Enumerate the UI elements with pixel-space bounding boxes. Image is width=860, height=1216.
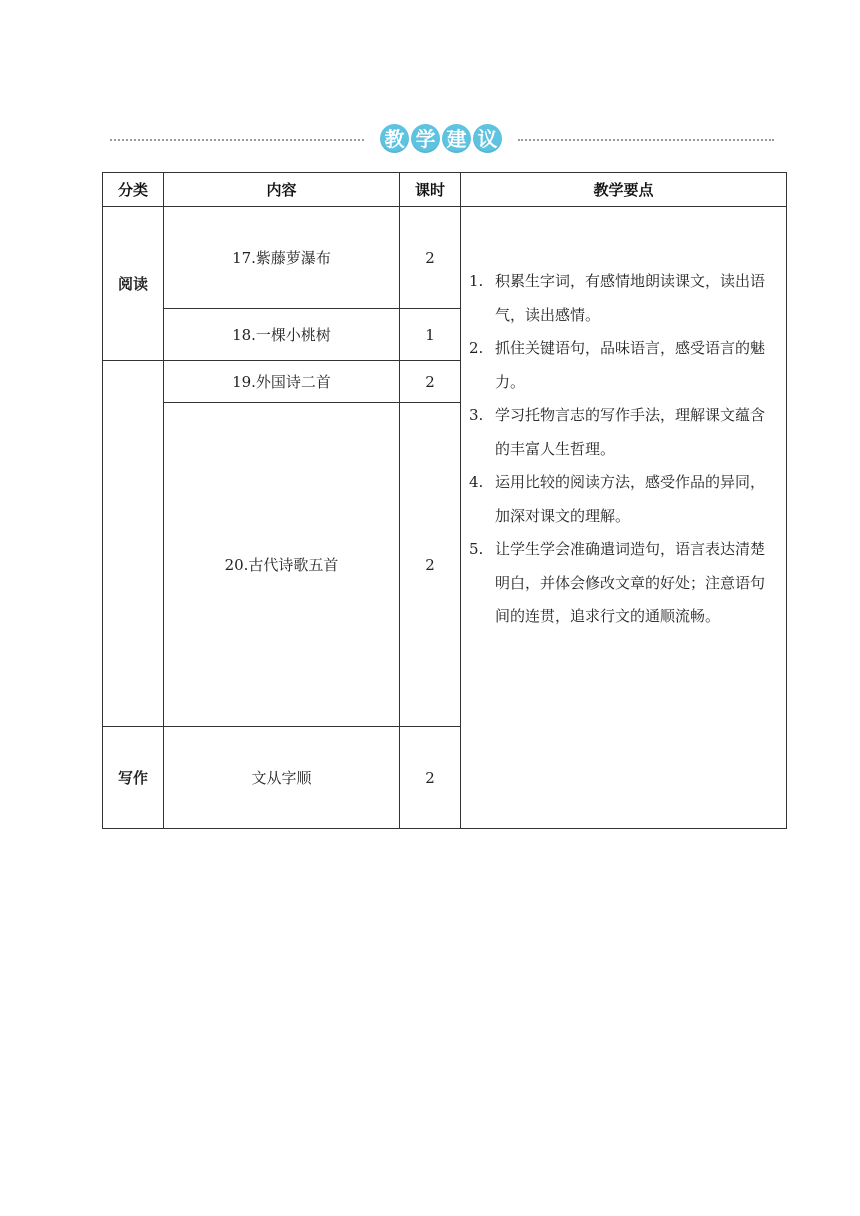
category-reading-continued [103,361,164,727]
lesson-hours: 2 [400,403,461,727]
title-char: 议 [473,124,502,153]
header-category: 分类 [103,173,164,207]
category-writing: 写作 [103,727,164,829]
key-points-cell [461,207,787,829]
lesson-hours: 2 [400,727,461,829]
key-point-item: 1. 积累生字词，有感情地朗读课文，读出语气，读出感情。 [469,272,766,324]
teaching-plan-table [102,172,787,829]
lesson-content: 17.紫藤萝瀑布 [164,207,400,309]
lesson-content: 19.外国诗二首 [164,361,400,403]
lesson-hours: 1 [400,309,461,361]
key-point-item: 5. 让学生学会准确遣词造句，语言表达清楚明白，并体会修改文章的好处；注意语句间的连贯，追求行文的通顺流畅。 [469,540,766,625]
header-content: 内容 [164,173,400,207]
lesson-hours: 2 [400,207,461,309]
dotted-divider-left [110,139,364,141]
header-hours: 课时 [400,173,461,207]
key-point-item: 4. 运用比较的阅读方法，感受作品的异同，加深对课文的理解。 [469,473,766,525]
lesson-content: 20.古代诗歌五首 [164,403,400,727]
table-header-row [103,173,787,207]
section-title [380,124,502,153]
key-point-item: 3. 学习托物言志的写作手法，理解课文蕴含的丰富人生哲理。 [469,406,766,458]
header-key-points: 教学要点 [461,173,787,207]
table-row [103,207,787,309]
title-char: 教 [380,124,409,153]
category-reading: 阅读 [103,207,164,361]
dotted-divider-right [518,139,774,141]
key-points-list [461,265,786,634]
lesson-hours: 2 [400,361,461,403]
section-header [0,124,860,158]
lesson-content: 18.一棵小桃树 [164,309,400,361]
key-point-item: 2. 抓住关键语句，品味语言，感受语言的魅力。 [469,339,766,391]
lesson-content: 文从字顺 [164,727,400,829]
title-char: 学 [411,124,440,153]
title-char: 建 [442,124,471,153]
